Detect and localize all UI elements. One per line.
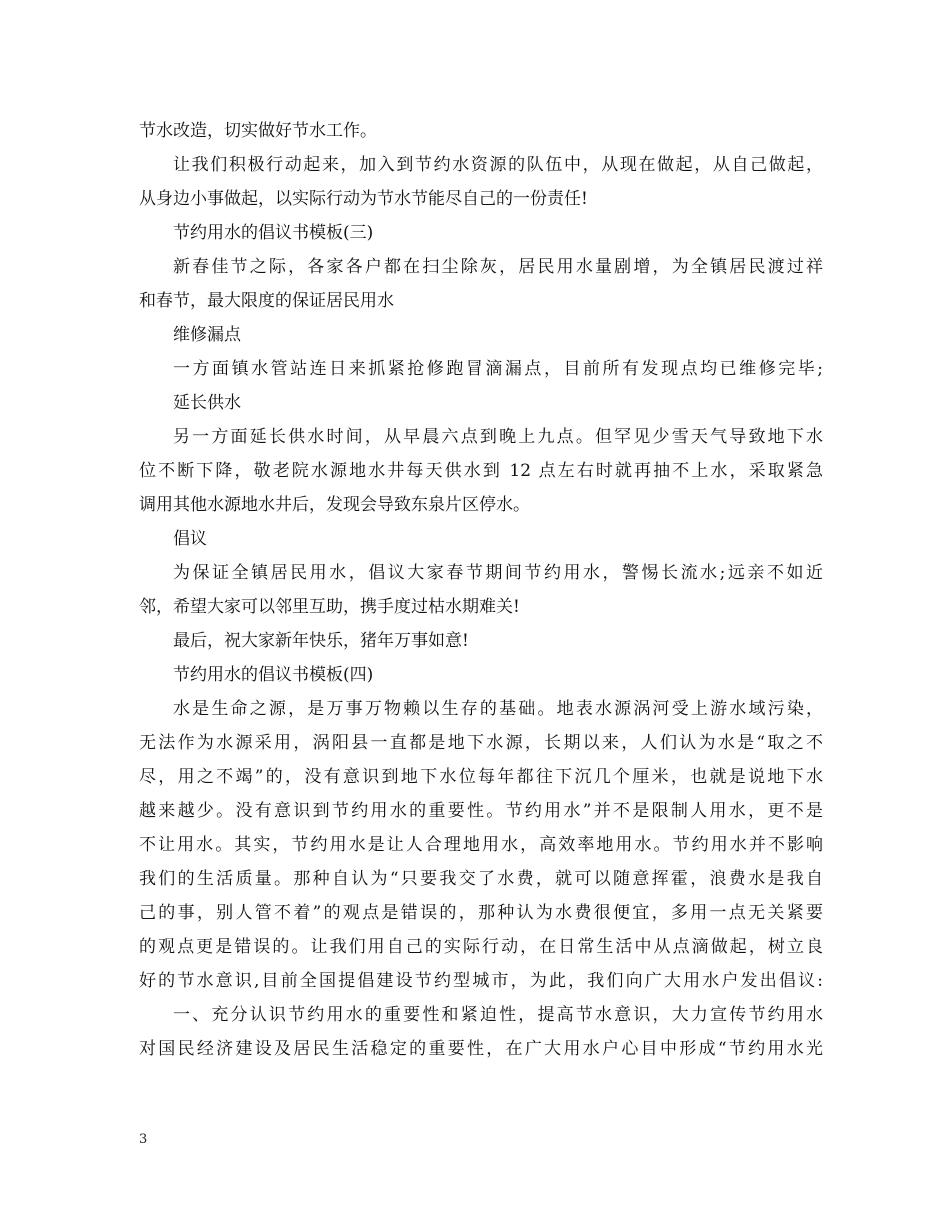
text-line: 水是生命之源，是万事万物赖以生存的基础。地表水源涡河受上游水域污染， xyxy=(173,699,823,719)
text-line: 己的事，别人管不着”的观点是错误的，那种认为水费很便宜，多用一点无关紧要 xyxy=(139,903,823,923)
text-line: 位不断下降，敬老院水源地水井每天供水到 12 点左右时就再抽不上水，采取紧急 xyxy=(139,461,823,481)
page-number: 3 xyxy=(139,1132,148,1147)
text-line: 和春节，最大限度的保证居民用水 xyxy=(139,291,394,311)
text-line: 倡议 xyxy=(173,529,207,549)
text-line: 另一方面延长供水时间，从早晨六点到晚上九点。但罕见少雪天气导致地下水 xyxy=(173,427,823,447)
text-line: 节约用水的倡议书模板(三) xyxy=(173,223,374,243)
text-line: 一、充分认识节约用水的重要性和紧迫性，提高节水意识，大力宣传节约用水 xyxy=(173,1005,823,1025)
text-line: 让我们积极行动起来，加入到节约水资源的队伍中，从现在做起，从自己做起， xyxy=(173,155,823,175)
text-line: 好的节水意识,目前全国提倡建设节约型城市，为此，我们向广大用水户发出倡议: xyxy=(139,971,823,991)
text-line: 邻，希望大家可以邻里互助，携手度过枯水期难关! xyxy=(139,597,520,617)
text-line: 延长供水 xyxy=(173,393,241,413)
text-line: 调用其他水源地水井后，发现会导致东泉片区停水。 xyxy=(139,495,530,515)
text-line: 最后，祝大家新年快乐，猪年万事如意! xyxy=(173,631,469,651)
text-line: 越来越少。没有意识到节约用水的重要性。节约用水”并不是限制人用水，更不是 xyxy=(139,801,823,821)
text-line: 我们的生活质量。那种自认为“只要我交了水费，就可以随意挥霍，浪费水是我自 xyxy=(139,869,823,889)
text-line: 为保证全镇居民用水，倡议大家春节期间节约用水，警惕长流水;远亲不如近 xyxy=(173,563,823,583)
text-line: 的观点更是错误的。让我们用自己的实际行动，在日常生活中从点滴做起，树立良 xyxy=(139,937,823,957)
text-line: 维修漏点 xyxy=(173,325,241,345)
text-line: 从身边小事做起，以实际行动为节水节能尽自己的一份责任! xyxy=(139,189,588,209)
text-line: 对国民经济建设及居民生活稳定的重要性，在广大用水户心目中形成“节约用水光 xyxy=(139,1039,823,1059)
text-line: 无法作为水源采用，涡阳县一直都是地下水源，长期以来，人们认为水是“取之不 xyxy=(139,733,823,753)
text-line: 节约用水的倡议书模板(四) xyxy=(173,665,374,685)
text-line: 节水改造，切实做好节水工作。 xyxy=(139,121,377,141)
text-line: 尽，用之不竭”的，没有意识到地下水位每年都往下沉几个厘米，也就是说地下水 xyxy=(139,767,823,787)
text-line: 一方面镇水管站连日来抓紧抢修跑冒滴漏点，目前所有发现点均已维修完毕; xyxy=(173,359,823,379)
document-body xyxy=(139,114,823,1066)
text-line: 新春佳节之际，各家各户都在扫尘除灰，居民用水量剧增，为全镇居民渡过祥 xyxy=(173,257,823,277)
text-line: 不让用水。其实，节约用水是让人合理地用水，高效率地用水。节约用水并不影响 xyxy=(139,835,823,855)
